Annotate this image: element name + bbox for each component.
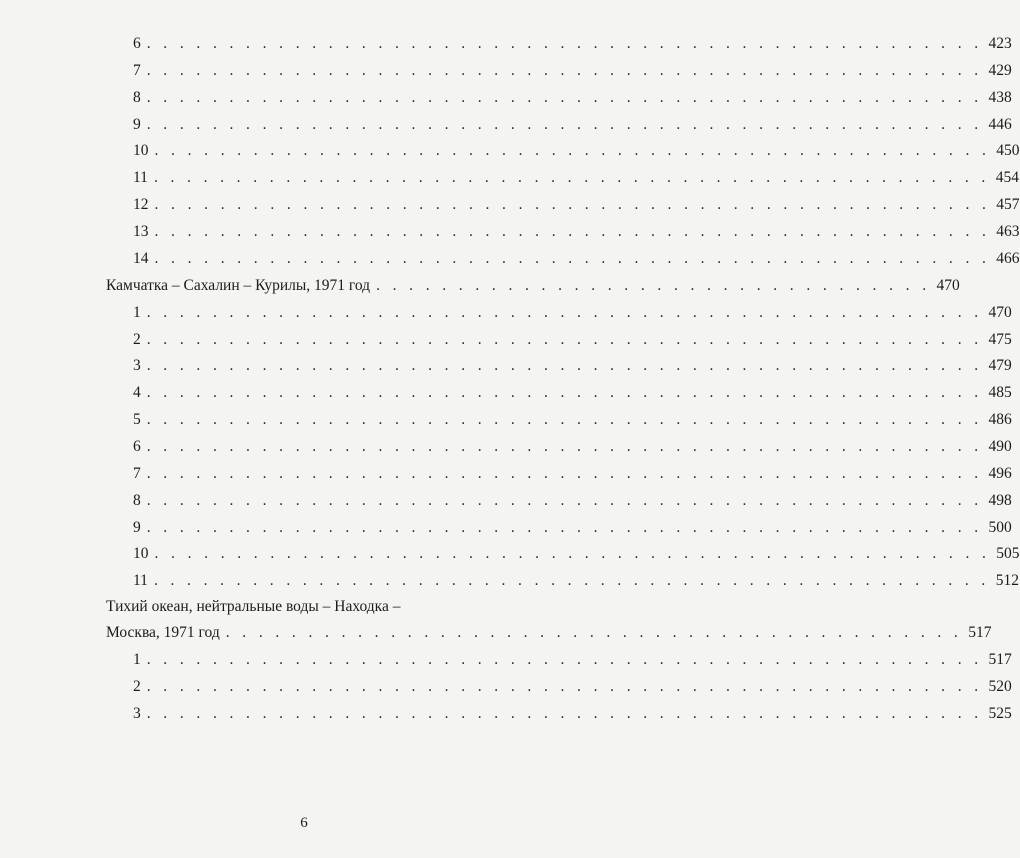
leader-dots: . . . . . . . . . . . . . . . . . . . . . . . . . . . . . . . . . . . . . . . . . . . . . . . . . . .: [146, 89, 983, 106]
toc-entry: [133, 678, 1012, 696]
toc-entry-label: 3: [133, 357, 141, 374]
leader-dots: . . . . . . . . . . . . . . . . . . . . . . . . . . . . . . . . . . . . . . . . . . . . . . . . . . .: [146, 62, 983, 79]
toc-entry: [133, 196, 1020, 214]
toc-entry-page: 520: [988, 678, 1012, 695]
toc-entry-label: 9: [133, 116, 141, 133]
leader-dots: . . . . . . . . . . . . . . . . . . . . . . . . . . . . . . . . . . . . . . . . . . . . . . . . . . .: [146, 331, 983, 348]
toc-section-title: Камчатка – Сахалин – Курилы, 1971 год: [106, 277, 371, 294]
leader-dots: . . . . . . . . . . . . . . . . . . . . . . . . . . . . . . . . . . . . . . . . . . . . . . . . . . .: [154, 196, 991, 213]
toc-entry-label: 11: [133, 169, 148, 186]
toc-entry-page: 470: [936, 277, 960, 294]
toc-entry: [133, 142, 1020, 160]
toc-entry-page: 490: [988, 438, 1012, 455]
toc-section-entry: [106, 277, 960, 295]
leader-dots: . . . . . . . . . . . . . . . . . . . . . . . . . . . . . . . . . . . . . . . . . . . . . . . . . . .: [146, 678, 983, 695]
toc-entry-label: 2: [133, 331, 141, 348]
leader-dots: . . . . . . . . . . . . . . . . . . . . . . . . . . . . . . . . . . . . . . . . . . . . . . . . . . .: [154, 545, 991, 562]
toc-entry-page: 517: [988, 651, 1012, 668]
toc-entry: [133, 62, 1012, 80]
toc-entry-label: 5: [133, 411, 141, 428]
toc-section-entry: [106, 624, 992, 642]
leader-dots: . . . . . . . . . . . . . . . . . . . . . . . . . . . . . . . . . . . . . . . . . . . . . . . . . . .: [146, 384, 983, 401]
toc-entry: [133, 705, 1012, 723]
toc-entry-page: 517: [968, 624, 992, 641]
toc-entry-page: 463: [996, 223, 1020, 240]
toc-entry-label: 8: [133, 492, 141, 509]
toc-entry-page: 423: [988, 35, 1012, 52]
toc-entry: [133, 384, 1012, 402]
toc-section-title-line: Тихий океан, нейтральные воды – Находка –: [106, 598, 401, 615]
toc-entry: [133, 89, 1012, 107]
toc-entry: [133, 572, 1019, 590]
toc-entry: [133, 304, 1012, 322]
leader-dots: . . . . . . . . . . . . . . . . . . . . . . . . . . . . . . . . . . . . . . . . . . . . . . . . . . .: [146, 705, 983, 722]
toc-entry-page: 438: [988, 89, 1012, 106]
leader-dots: . . . . . . . . . . . . . . . . . . . . . . . . . . . . . . . . . . . . . . . . . . . . . . . . . . .: [154, 142, 991, 159]
toc-entry: [133, 116, 1012, 134]
leader-dots: . . . . . . . . . . . . . . . . . . . . . . . . . . . . . . . . . . . . . . . . . . . . .: [225, 624, 963, 641]
toc-entry-page: 446: [988, 116, 1012, 133]
toc-entry-page: 505: [996, 545, 1020, 562]
toc-entry: [133, 357, 1012, 375]
toc-entry-page: 485: [988, 384, 1012, 401]
toc-entry-label: 1: [133, 651, 141, 668]
toc-entry-label: 7: [133, 62, 141, 79]
leader-dots: . . . . . . . . . . . . . . . . . . . . . . . . . . . . . . . . . . . . . . . . . . . . . . . . . . .: [153, 572, 990, 589]
toc-entry: [133, 331, 1012, 349]
leader-dots: . . . . . . . . . . . . . . . . . . . . . . . . . . . . . . . . . . . . . . . . . . . . . . . . . . .: [146, 492, 983, 509]
toc-entry-label: 2: [133, 678, 141, 695]
toc-entry: [133, 492, 1012, 510]
leader-dots: . . . . . . . . . . . . . . . . . . . . . . . . . . . . . . . . . .: [376, 277, 931, 294]
toc-entry-page: 450: [996, 142, 1020, 159]
toc-entry-page: 466: [996, 250, 1020, 267]
leader-dots: . . . . . . . . . . . . . . . . . . . . . . . . . . . . . . . . . . . . . . . . . . . . . . . . . . .: [146, 519, 983, 536]
toc-entry: [133, 465, 1012, 483]
toc-section-title: Москва, 1971 год: [106, 624, 220, 641]
leader-dots: . . . . . . . . . . . . . . . . . . . . . . . . . . . . . . . . . . . . . . . . . . . . . . . . . . .: [153, 169, 990, 186]
toc-entry-page: 470: [988, 304, 1012, 321]
leader-dots: . . . . . . . . . . . . . . . . . . . . . . . . . . . . . . . . . . . . . . . . . . . . . . . . . . .: [154, 223, 991, 240]
toc-entry-page: 498: [988, 492, 1012, 509]
toc-entry-label: 9: [133, 519, 141, 536]
leader-dots: . . . . . . . . . . . . . . . . . . . . . . . . . . . . . . . . . . . . . . . . . . . . . . . . . . .: [146, 35, 983, 52]
toc-entry-label: 13: [133, 223, 149, 240]
toc-entry-label: 12: [133, 196, 149, 213]
toc-entry-page: 429: [988, 62, 1012, 79]
leader-dots: . . . . . . . . . . . . . . . . . . . . . . . . . . . . . . . . . . . . . . . . . . . . . . . . . . .: [146, 438, 983, 455]
toc-entry-page: 525: [988, 705, 1012, 722]
leader-dots: . . . . . . . . . . . . . . . . . . . . . . . . . . . . . . . . . . . . . . . . . . . . . . . . . . .: [146, 357, 983, 374]
toc-entry: [133, 438, 1012, 456]
toc-entry-page: 479: [988, 357, 1012, 374]
toc-entry-page: 475: [988, 331, 1012, 348]
toc-entry-label: 11: [133, 572, 148, 589]
toc-entry-label: 10: [133, 142, 149, 159]
toc-entry-label: 6: [133, 35, 141, 52]
toc-entry-label: 4: [133, 384, 141, 401]
toc-entry-label: 3: [133, 705, 141, 722]
toc-entry: [133, 545, 1020, 563]
toc-entry: [133, 169, 1019, 187]
leader-dots: . . . . . . . . . . . . . . . . . . . . . . . . . . . . . . . . . . . . . . . . . . . . . . . . . . .: [146, 411, 983, 428]
toc-entry-label: 14: [133, 250, 149, 267]
leader-dots: . . . . . . . . . . . . . . . . . . . . . . . . . . . . . . . . . . . . . . . . . . . . . . . . . . .: [146, 651, 983, 668]
toc-entry-page: 486: [988, 411, 1012, 428]
leader-dots: . . . . . . . . . . . . . . . . . . . . . . . . . . . . . . . . . . . . . . . . . . . . . . . . . . .: [146, 116, 983, 133]
page-number: 6: [300, 815, 308, 831]
toc-entry: [133, 519, 1012, 537]
toc-entry: [133, 35, 1012, 53]
toc-entry: [133, 411, 1012, 429]
toc-entry: [133, 651, 1012, 669]
toc-entry-page: 457: [996, 196, 1020, 213]
toc-entry-page: 500: [988, 519, 1012, 536]
toc-entry-label: 1: [133, 304, 141, 321]
toc-entry-label: 10: [133, 545, 149, 562]
toc-entry-label: 6: [133, 438, 141, 455]
leader-dots: . . . . . . . . . . . . . . . . . . . . . . . . . . . . . . . . . . . . . . . . . . . . . . . . . . .: [146, 304, 983, 321]
toc-entry-page: 454: [995, 169, 1019, 186]
toc-entry-page: 512: [995, 572, 1019, 589]
toc-entry-label: 8: [133, 89, 141, 106]
leader-dots: . . . . . . . . . . . . . . . . . . . . . . . . . . . . . . . . . . . . . . . . . . . . . . . . . . .: [146, 465, 983, 482]
toc-entry-page: 496: [988, 465, 1012, 482]
toc-entry: [133, 223, 1020, 241]
toc-entry-label: 7: [133, 465, 141, 482]
leader-dots: . . . . . . . . . . . . . . . . . . . . . . . . . . . . . . . . . . . . . . . . . . . . . . . . . . .: [154, 250, 991, 267]
toc-entry: [133, 250, 1020, 268]
